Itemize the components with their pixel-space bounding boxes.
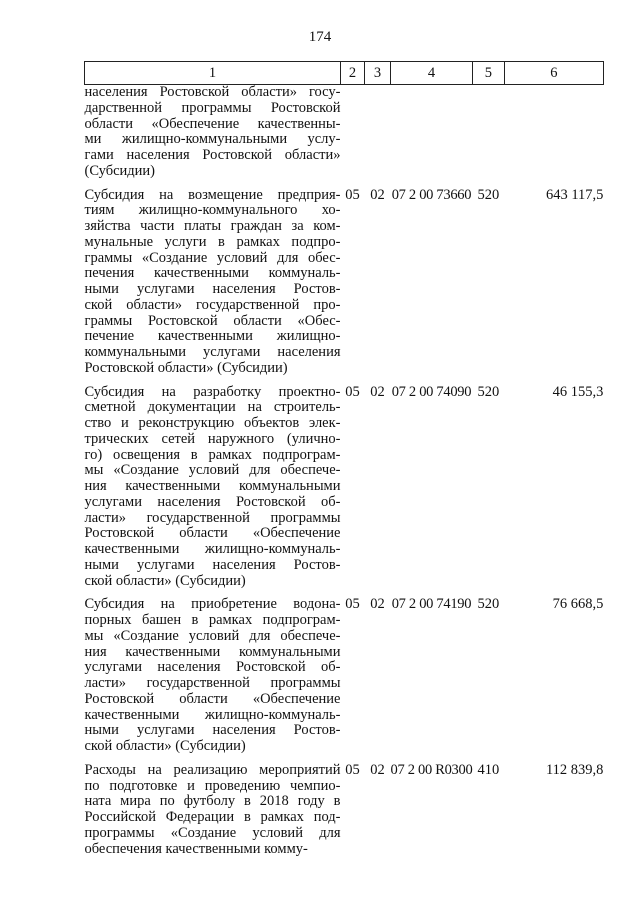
description-line: ласти» государственной программы	[84, 509, 341, 526]
description-line: мы «Создание условий для обеспече-	[84, 627, 341, 644]
description-line: ния качественными коммунальными	[84, 478, 341, 494]
description-line: (Субсидии)	[84, 162, 155, 179]
table-row	[85, 385, 604, 590]
expense-type-code: 520	[477, 383, 500, 400]
column-header-4: 4	[391, 62, 473, 85]
target-article-code: 07 2 00 73660	[391, 186, 472, 203]
description-line: ской области» (Субсидии)	[84, 572, 246, 589]
description-line: Субсидия на приобретение водона-	[84, 596, 341, 613]
description-line: качественными жилищно-коммуналь-	[84, 541, 341, 557]
description-line: трических сетей наружного (улично-	[84, 430, 341, 447]
description-line: Ростовской области «Обеспечение	[84, 525, 341, 542]
description-line: Субсидия на возмещение предприя-	[84, 186, 341, 203]
description-line: тиям жилищно-коммунального хо-	[84, 202, 341, 219]
description-line: ской области» (Субсидии)	[84, 738, 246, 754]
row-description	[85, 385, 341, 590]
subsection-code	[365, 85, 391, 180]
description-line: области «Обеспечение качественны-	[84, 115, 341, 132]
description-line: го) освещения в рамках подпрограм-	[84, 446, 341, 463]
section-code: 05	[345, 383, 360, 400]
subsection-code: 02	[370, 761, 385, 778]
column-header-3: 3	[365, 62, 391, 85]
amount: 46 155,3	[552, 383, 604, 400]
section-code	[341, 85, 365, 180]
target-article-code: 07 2 00 74190	[391, 596, 472, 613]
description-line: программы «Создание условий для	[84, 824, 341, 841]
page-number: 174	[308, 29, 332, 45]
description-line: печения качественными коммуналь-	[84, 265, 341, 282]
description-line: по подготовке и проведению чемпио-	[84, 777, 341, 794]
description-line: ната мира по футболу в 2018 году в	[84, 793, 341, 810]
description-line: печение качественными жилищно-	[84, 328, 341, 345]
description-line: мы «Создание условий для обеспече-	[84, 462, 341, 479]
amount: 76 668,5	[552, 596, 604, 613]
description-line: услугами населения Ростовской об-	[84, 493, 341, 510]
table-row	[85, 597, 604, 755]
amount	[504, 85, 603, 180]
description-line: коммунальными услугами населения	[84, 344, 341, 360]
table-row	[85, 85, 604, 180]
description-line: граммы Ростовской области «Обес-	[84, 312, 341, 329]
table-row	[85, 763, 604, 858]
description-line: мунальные услуги в рамках подпро-	[84, 233, 341, 250]
table-row	[85, 188, 604, 377]
target-article-code: 07 2 00 74090	[391, 383, 472, 400]
description-line: ния качественными коммунальными	[84, 643, 341, 660]
column-header-5: 5	[472, 62, 504, 85]
expense-type-code: 520	[477, 186, 500, 203]
description-line: качественными жилищно-коммуналь-	[84, 706, 341, 723]
table-body	[85, 85, 604, 858]
description-line: сметной документации на строитель-	[84, 399, 341, 416]
description-line: Российской Федерации в рамках под-	[84, 809, 341, 825]
row-description	[85, 597, 341, 755]
description-line: ство и реконструкцию объектов элек-	[84, 415, 341, 431]
description-line: Ростовской области «Обеспечение	[84, 690, 341, 707]
description-line: Ростовской области» (Субсидии)	[84, 359, 288, 376]
column-header-1: 1	[85, 62, 341, 85]
subsection-code: 02	[370, 596, 385, 613]
description-line: ской области» государственной про-	[84, 296, 341, 313]
subsection-code: 02	[370, 186, 385, 203]
description-line: гами населения Ростовской области»	[84, 147, 341, 163]
section-code: 05	[345, 186, 360, 203]
description-line: Субсидия на разработку проектно-	[84, 383, 341, 400]
description-line: порных башен в рамках подпрограм-	[84, 612, 341, 628]
description-line: ными услугами населения Ростов-	[84, 556, 341, 573]
description-line: населения Ростовской области» госу-	[84, 84, 341, 100]
target-article-code	[391, 85, 473, 180]
expense-type-code: 520	[477, 596, 500, 613]
row-description	[85, 188, 341, 377]
description-line: Расходы на реализацию мероприятий	[84, 761, 341, 778]
description-line: граммы «Создание условий для обес-	[84, 249, 341, 266]
description-line: ми жилищно-коммунальными услу-	[84, 131, 341, 148]
description-line: обеспечения качественными комму-	[84, 840, 308, 857]
amount: 112 839,8	[545, 761, 604, 778]
section-code: 05	[345, 596, 360, 613]
column-header-6: 6	[504, 62, 603, 85]
amount: 643 117,5	[545, 186, 604, 203]
column-header-2: 2	[341, 62, 365, 85]
row-description	[85, 85, 341, 180]
budget-table	[84, 61, 604, 857]
subsection-code: 02	[370, 383, 385, 400]
description-line: ласти» государственной программы	[84, 675, 341, 691]
description-line: ными услугами населения Ростов-	[84, 281, 341, 297]
expense-type-code: 410	[477, 761, 500, 778]
section-code: 05	[345, 761, 360, 778]
description-line: зяйства части платы граждан за ком-	[84, 218, 341, 234]
description-line: ными услугами населения Ростов-	[84, 722, 341, 739]
row-description	[85, 763, 341, 858]
description-line: дарственной программы Ростовской	[84, 99, 341, 116]
table-header-row	[85, 62, 604, 85]
target-article-code: 07 2 00 R0300	[390, 761, 473, 778]
expense-type-code	[472, 85, 504, 180]
description-line: услугами населения Ростовской об-	[84, 659, 341, 676]
